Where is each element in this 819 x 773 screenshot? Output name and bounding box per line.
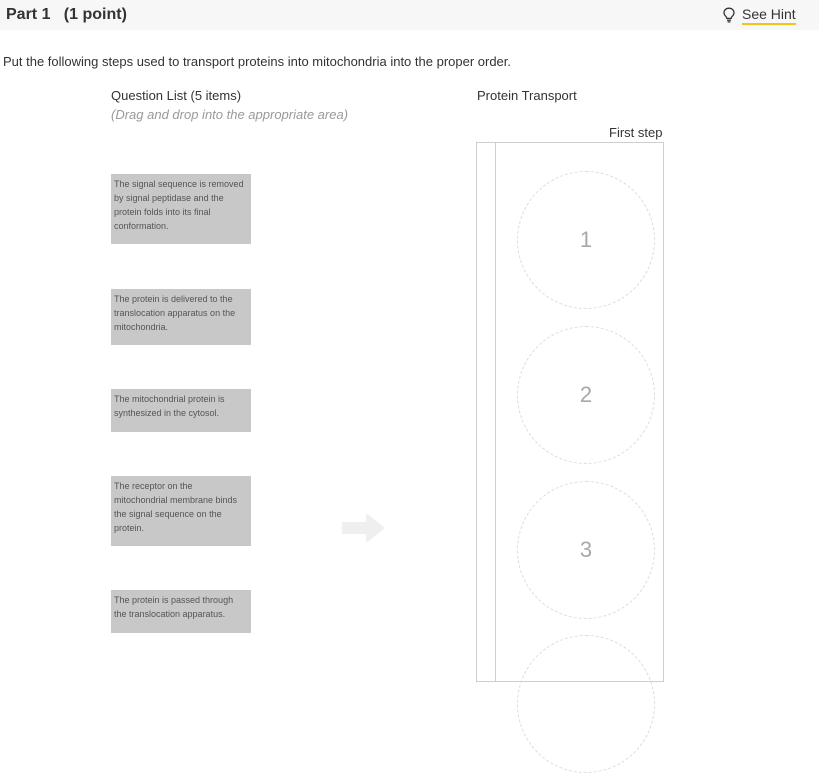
question-list-subtitle: (Drag and drop into the appropriate area) (111, 107, 349, 122)
draggable-step-item[interactable] (111, 289, 251, 345)
drop-slot-1[interactable] (517, 171, 655, 309)
part-header (0, 0, 819, 30)
lightbulb-icon (722, 7, 736, 23)
step-item-text: The mitochondrial protein is synthesized in the cytosol. (114, 394, 225, 418)
see-hint-label[interactable]: See Hint (742, 6, 796, 25)
drop-slot-3[interactable] (517, 481, 655, 619)
target-title: Protein Transport (477, 88, 577, 103)
draggable-step-item[interactable] (111, 174, 251, 244)
slot-number: 3 (579, 537, 593, 562)
drop-slot-4[interactable] (517, 635, 655, 773)
step-item-text: The protein is delivered to the translocation apparatus on the mitochondria. (114, 294, 236, 332)
arrow-right-icon (342, 512, 386, 544)
step-item-text: The protein is passed through the translocation apparatus. (114, 595, 234, 619)
question-list-title: Question List (5 items) (111, 88, 242, 103)
draggable-step-item[interactable] (111, 590, 251, 633)
part-title: Part 1 (1 point) (6, 6, 127, 23)
step-item-text: The receptor on the mitochondrial membrane binds the signal sequence on the protein. (114, 481, 238, 533)
drop-target-area[interactable] (476, 142, 664, 682)
slot-number: 1 (579, 227, 593, 252)
draggable-step-item[interactable] (111, 389, 251, 432)
draggable-step-item[interactable] (111, 476, 251, 546)
see-hint-button[interactable] (722, 4, 796, 26)
first-step-label: First step (609, 125, 663, 140)
drop-slot-2[interactable] (517, 326, 655, 464)
instructions-text: Put the following steps used to transport proteins into mitochondria into the proper order. (3, 54, 512, 69)
drop-rail-divider (495, 143, 496, 681)
step-item-text: The signal sequence is removed by signal peptidase and the protein folds into its final conformation. (114, 179, 244, 231)
slot-number: 2 (579, 382, 593, 407)
